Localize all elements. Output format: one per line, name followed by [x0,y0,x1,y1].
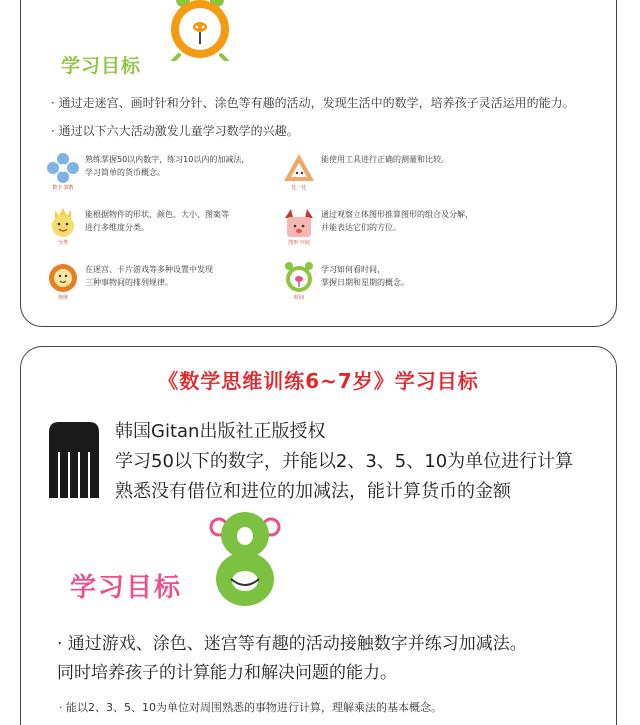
activity-item [281,261,551,301]
activity-desc: 学习简单的货币概念。 [85,168,165,177]
activity-desc: 能使用工具进行正确的测量和比较。 [321,155,449,164]
goal-bullet: 同时培养孩子的计算能力和解决问题的能力。 [57,663,397,683]
activity-item [45,261,315,301]
activity-desc: 通过观察立体图形推算图形的组合及分解， [321,210,473,219]
activity-caption: 分类 [57,240,68,246]
activity-item [45,151,315,191]
number-eight-icon [207,509,283,609]
goal-bullet: · 通过以下六大活动激发儿童学习数学的兴趣。 [51,124,299,138]
goal-bullet: · 通过游戏、涂色、迷宫等有趣的活动接触数字并练习加减法。 [57,634,527,654]
alarm-clock-icon [167,0,233,61]
activity-caption: 数字·算数 [52,185,74,191]
activity-desc: 掌握日期和星期的概念。 [321,278,409,287]
book-title: 《数学思维训练6~7岁》学习目标 [158,369,479,393]
activity-desc: 三种事物间的排列规律。 [85,278,173,287]
activity-desc: 并能表达它们的方位。 [321,223,401,232]
learning-goals-card [20,0,617,327]
goal-bullet: · 能以2、3、5、10为单位对周围熟悉的事物进行计算，理解乘法的基本概念。 [59,701,442,714]
activity-desc: 在迷宫、卡片游戏等多种设置中发现 [85,265,213,274]
book-goals-card [20,346,617,725]
info-line: 学习50以下的数字，并能以2、3、5、10为单位进行计算 [115,451,574,472]
activity-item [45,206,315,246]
activity-desc: 进行多维度分类。 [85,223,149,232]
book-icon [49,422,99,498]
activity-caption: 图形·空间 [288,240,310,246]
section-title: 学习目标 [70,573,183,603]
activity-caption: 规律 [57,295,68,301]
activity-caption: 比一比 [291,185,307,191]
activity-desc: 学习如何看时间， [321,265,385,274]
goal-bullet: · 通过走迷宫、画时针和分针、涂色等有趣的活动，发现生活中的数学，培养孩子灵活运用的能力。 [51,96,575,110]
activity-item [281,151,551,191]
activity-desc: 熟练掌握50以内数字，练习10以内的加减法， [85,155,250,164]
activity-desc: 能根据物件的形状、颜色、大小、图案等 [85,210,229,219]
section-title: 学习目标 [61,55,142,77]
activity-caption: 时间 [293,295,304,301]
info-line: 熟悉没有借位和进位的加减法，能计算货币的金额 [115,481,511,502]
activity-item [281,206,551,246]
info-line: 韩国Gitan出版社正版授权 [115,421,326,442]
